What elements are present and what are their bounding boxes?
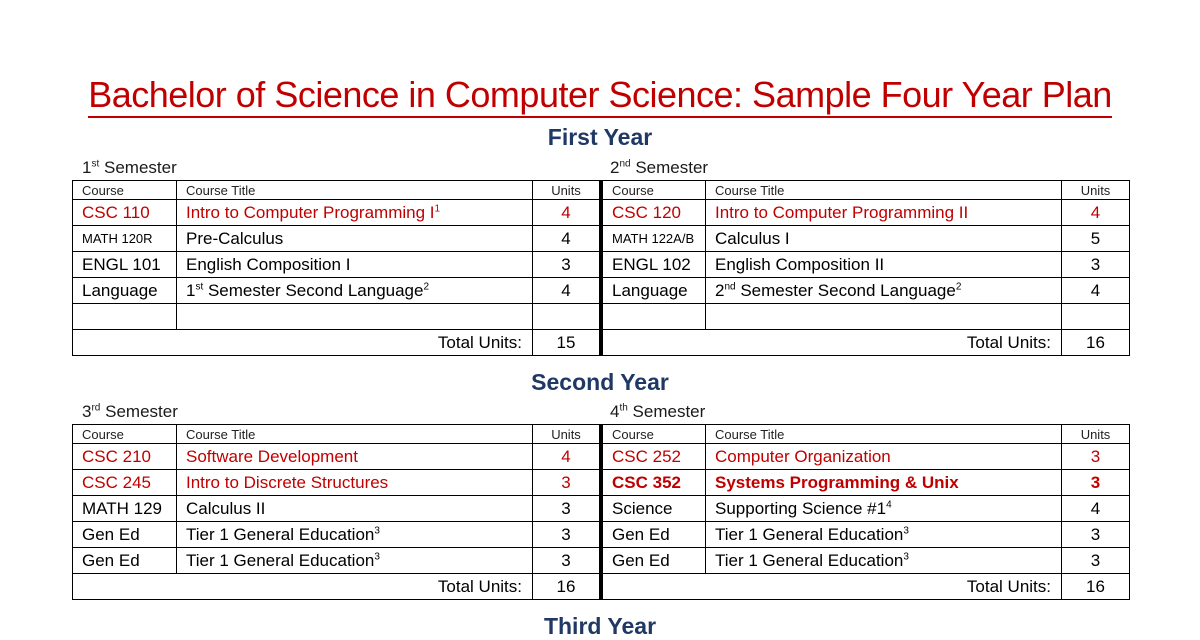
course-row: [602, 226, 1130, 252]
footnote-marker: 3: [903, 550, 909, 562]
course-units: 3: [533, 522, 601, 548]
course-units: 3: [533, 470, 601, 496]
semester-label: Semester: [635, 158, 709, 177]
course-title: [706, 252, 1062, 278]
course-title-text: Systems Programming & Unix: [715, 472, 959, 492]
course-title-text: Tier 1 General Education: [186, 524, 375, 544]
course-units: 4: [1062, 496, 1130, 522]
header-units: Units: [1062, 181, 1130, 200]
course-title-text: Intro to Computer Programming II: [715, 202, 969, 222]
footnote-marker: 4: [886, 498, 892, 510]
semester-3: [72, 400, 600, 600]
total-units-label: Total Units:: [602, 574, 1062, 600]
semester-ordinal: rd: [91, 402, 101, 414]
total-row: [602, 330, 1130, 356]
semester-4: [600, 400, 1128, 600]
total-units-value: 16: [533, 574, 601, 600]
header-course: Course: [73, 425, 177, 444]
course-title: [177, 200, 533, 226]
header-course: Course: [73, 181, 177, 200]
course-title-ordinal-suffix: nd: [724, 280, 736, 292]
course-title-text: Calculus I: [715, 228, 790, 248]
semester-heading: [600, 156, 1128, 180]
course-title-text: Tier 1 General Education: [186, 550, 375, 570]
course-code: CSC 120: [602, 200, 706, 226]
total-units-value: 16: [1062, 574, 1130, 600]
course-units: 3: [533, 548, 601, 574]
semester-ordinal: nd: [619, 158, 631, 170]
course-row: [73, 496, 601, 522]
header-course: Course: [602, 425, 706, 444]
document-title: [0, 74, 1200, 116]
semester-label: Semester: [105, 402, 178, 421]
course-title: [177, 278, 533, 304]
course-row: [602, 304, 1130, 330]
course-table: [72, 424, 602, 600]
semester-label: Semester: [632, 402, 706, 421]
course-title: [706, 444, 1062, 470]
total-units-label: Total Units:: [73, 330, 533, 356]
course-title-text: Tier 1 General Education: [715, 550, 904, 570]
semester-heading: [600, 400, 1128, 424]
total-row: [602, 574, 1130, 600]
course-code: Science: [602, 496, 706, 522]
course-title-text: Calculus II: [186, 498, 266, 518]
course-title-ordinal-suffix: st: [195, 280, 204, 292]
course-row: [73, 200, 601, 226]
header-course-title: Course Title: [706, 181, 1062, 200]
course-code: CSC 252: [602, 444, 706, 470]
course-title: [706, 200, 1062, 226]
course-title: [706, 226, 1062, 252]
course-title: [177, 522, 533, 548]
course-title-text: Software Development: [186, 446, 358, 466]
footnote-marker: 3: [903, 524, 909, 536]
course-title-text: Intro to Computer Programming I: [186, 202, 435, 222]
course-units: 3: [533, 252, 601, 278]
course-row: [73, 470, 601, 496]
course-row: [602, 444, 1130, 470]
course-title-text: Pre-Calculus: [186, 228, 284, 248]
semester-ordinal: st: [91, 158, 100, 170]
course-code: Language: [602, 278, 706, 304]
year-heading-third: Third Year: [543, 613, 657, 639]
total-units-value: 15: [533, 330, 601, 356]
course-row: [602, 200, 1130, 226]
course-units: 4: [533, 278, 601, 304]
course-code: MATH 120R: [73, 226, 177, 252]
footnote-marker: 2: [955, 280, 962, 292]
course-title: [177, 470, 533, 496]
footnote-marker: 1: [434, 202, 441, 214]
course-units: 4: [533, 226, 601, 252]
course-title: [706, 548, 1062, 574]
course-title: [177, 496, 533, 522]
course-row: [73, 444, 601, 470]
header-units: Units: [533, 181, 601, 200]
course-title-text: Tier 1 General Education: [715, 524, 904, 544]
total-units-label: Total Units:: [602, 330, 1062, 356]
course-title-text: English Composition I: [186, 254, 351, 274]
table-header-row: [602, 425, 1130, 444]
course-units: [1062, 304, 1130, 330]
total-row: [73, 330, 601, 356]
course-code: MATH 129: [73, 496, 177, 522]
semester-heading: [72, 156, 600, 180]
course-units: 4: [1062, 278, 1130, 304]
course-code: ENGL 102: [602, 252, 706, 278]
course-title: [177, 444, 533, 470]
course-row: [602, 522, 1130, 548]
course-title-text: Semester Second Language: [735, 280, 956, 300]
header-course-title: Course Title: [706, 425, 1062, 444]
course-units: 5: [1062, 226, 1130, 252]
course-code: MATH 122A/B: [602, 226, 706, 252]
course-title: [706, 496, 1062, 522]
header-units: Units: [1062, 425, 1130, 444]
course-title-text: Semester Second Language: [203, 280, 424, 300]
semester-heading: [72, 400, 600, 424]
table-header-row: [73, 181, 601, 200]
course-code: [73, 304, 177, 330]
table-header-row: [602, 181, 1130, 200]
course-units: 3: [1062, 522, 1130, 548]
course-row: [602, 252, 1130, 278]
semester-label: Semester: [103, 158, 177, 177]
course-units: 4: [1062, 200, 1130, 226]
course-units: 4: [533, 444, 601, 470]
course-title: [706, 470, 1062, 496]
footnote-marker: 3: [374, 550, 380, 562]
course-title: [177, 226, 533, 252]
course-code: [602, 304, 706, 330]
course-title: [177, 252, 533, 278]
course-units: [533, 304, 601, 330]
semester-number: 3: [82, 402, 92, 421]
header-course-title: Course Title: [177, 181, 533, 200]
course-code: Gen Ed: [73, 548, 177, 574]
course-table: [600, 180, 1130, 356]
course-row: [602, 470, 1130, 496]
course-code: CSC 210: [73, 444, 177, 470]
course-units: 3: [1062, 548, 1130, 574]
course-row: [73, 226, 601, 252]
course-row: [73, 522, 601, 548]
semester-2: [600, 156, 1128, 356]
year-heading-first: First Year: [547, 124, 653, 150]
course-row: [602, 496, 1130, 522]
header-course: Course: [602, 181, 706, 200]
course-table: [72, 180, 602, 356]
course-row: [73, 548, 601, 574]
semester-number: 1: [82, 158, 92, 177]
header-course-title: Course Title: [177, 425, 533, 444]
year-heading-second: Second Year: [531, 369, 669, 395]
course-title-text: English Composition II: [715, 254, 885, 274]
total-row: [73, 574, 601, 600]
table-header-row: [73, 425, 601, 444]
course-units: 3: [533, 496, 601, 522]
semester-number: 2: [610, 158, 620, 177]
course-row: [602, 548, 1130, 574]
course-code: CSC 245: [73, 470, 177, 496]
course-row: [602, 278, 1130, 304]
total-units-label: Total Units:: [73, 574, 533, 600]
semester-number: 4: [610, 402, 620, 421]
course-title: [177, 548, 533, 574]
course-title-text: Computer Organization: [715, 446, 891, 466]
total-units-value: 16: [1062, 330, 1130, 356]
course-code: Gen Ed: [602, 548, 706, 574]
course-title: [706, 522, 1062, 548]
document-title-text: Bachelor of Science in Computer Science: Sample Four Year Plan: [88, 74, 1112, 118]
course-title-text: Intro to Discrete Structures: [186, 472, 389, 492]
course-row: [73, 278, 601, 304]
course-title: [706, 278, 1062, 304]
course-title: [706, 304, 1062, 330]
course-row: [73, 304, 601, 330]
course-row: [73, 252, 601, 278]
header-units: Units: [533, 425, 601, 444]
course-code: Gen Ed: [73, 522, 177, 548]
footnote-marker: 3: [374, 524, 380, 536]
course-title: [177, 304, 533, 330]
footnote-marker: 2: [423, 280, 430, 292]
course-code: CSC 110: [73, 200, 177, 226]
course-table: [600, 424, 1130, 600]
course-code: ENGL 101: [73, 252, 177, 278]
course-title-ordinal: 1: [186, 280, 196, 300]
course-title-ordinal: 2: [715, 280, 725, 300]
course-units: 3: [1062, 470, 1130, 496]
course-title-text: Supporting Science #1: [715, 498, 887, 518]
semester-1: [72, 156, 600, 356]
semester-ordinal: th: [619, 402, 628, 414]
course-code: Language: [73, 278, 177, 304]
course-code: Gen Ed: [602, 522, 706, 548]
course-units: 3: [1062, 252, 1130, 278]
course-units: 4: [533, 200, 601, 226]
course-units: 3: [1062, 444, 1130, 470]
course-code: CSC 352: [602, 470, 706, 496]
